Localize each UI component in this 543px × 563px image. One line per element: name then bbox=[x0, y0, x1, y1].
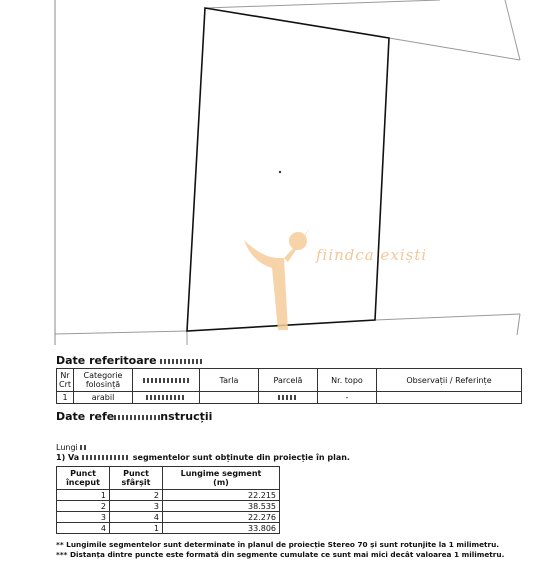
cell-length: 22.215 bbox=[163, 490, 280, 501]
table-row bbox=[57, 523, 280, 534]
neighbour-boundary-line bbox=[505, 0, 520, 60]
land-table bbox=[56, 368, 522, 404]
table-row bbox=[57, 392, 522, 404]
cell-length: 38.535 bbox=[163, 501, 280, 512]
segments-table-header bbox=[57, 467, 280, 490]
neighbour-boundary-line bbox=[389, 38, 520, 60]
cell-length: 22.276 bbox=[163, 512, 280, 523]
cell-start: 4 bbox=[57, 523, 110, 534]
table-row bbox=[57, 512, 280, 523]
lengths-subtitle-prefix: 1) Va bbox=[56, 453, 80, 462]
parcel-outline bbox=[187, 8, 389, 331]
col-tarla: Tarla bbox=[200, 369, 259, 392]
lengths-title-text: Lungi bbox=[56, 443, 78, 452]
constructions-section-title bbox=[56, 410, 212, 423]
col-category: Categorie folosință bbox=[74, 369, 133, 392]
cell-end: 1 bbox=[110, 523, 163, 534]
land-table-header bbox=[57, 369, 522, 392]
illegible-text bbox=[80, 445, 88, 450]
cell-end: 4 bbox=[110, 512, 163, 523]
col-end: Punct sfârșit bbox=[110, 467, 163, 490]
illegible-text bbox=[114, 415, 160, 420]
table-row bbox=[57, 490, 280, 501]
cell-category: arabil bbox=[74, 392, 133, 404]
col-parcela: Parcelă bbox=[259, 369, 318, 392]
cell-observatii bbox=[377, 392, 522, 404]
constructions-title-text: Date refe bbox=[56, 410, 115, 423]
neighbour-boundary-line bbox=[375, 314, 520, 320]
footnote-rounding: ** Lungimile segmentelor sunt determinate în planul de proiecție Stereo 70 și sunt rotunjite la 1 milimetru. bbox=[56, 540, 500, 549]
watermark-logo bbox=[244, 228, 310, 330]
land-section-title bbox=[56, 354, 202, 367]
illegible-text bbox=[82, 455, 130, 460]
col-start: Punct început bbox=[57, 467, 110, 490]
col-nr: Nr Crt bbox=[57, 369, 74, 392]
col-illegible bbox=[133, 369, 200, 392]
cell-illegible bbox=[133, 392, 200, 404]
cell-nr: 1 bbox=[57, 392, 74, 404]
land-section-title-text: Date referitoare bbox=[56, 354, 157, 367]
cell-start: 1 bbox=[57, 490, 110, 501]
col-observatii: Observații / Referințe bbox=[377, 369, 522, 392]
cell-start: 2 bbox=[57, 501, 110, 512]
col-nr-topo: Nr. topo bbox=[318, 369, 377, 392]
neighbour-boundary-line bbox=[55, 331, 187, 334]
lengths-section-title bbox=[56, 443, 88, 452]
cell-length: 33.806 bbox=[163, 523, 280, 534]
parcel-center-marker bbox=[279, 171, 281, 173]
watermark-text: fiindca exiști bbox=[316, 246, 428, 264]
table-row bbox=[57, 501, 280, 512]
cell-tarla bbox=[200, 392, 259, 404]
lengths-subtitle-text: segmentelor sunt obținute din proiecție în plan. bbox=[132, 453, 350, 462]
cell-parcela bbox=[259, 392, 318, 404]
constructions-title-tail: nstrucții bbox=[160, 410, 213, 423]
length-header-unit: (m) bbox=[213, 478, 229, 487]
neighbour-boundary-line bbox=[517, 314, 520, 335]
illegible-text bbox=[160, 359, 202, 364]
col-length bbox=[163, 467, 280, 490]
footnote-distance: *** Distanța dintre puncte este formată din segmente cumulate ce sunt mai mici decât valoarea 1 milimetru. bbox=[56, 550, 505, 559]
cell-end: 2 bbox=[110, 490, 163, 501]
cell-nr-topo: - bbox=[318, 392, 377, 404]
segments-table bbox=[56, 466, 280, 534]
neighbour-boundary-line bbox=[205, 0, 440, 8]
length-header-label: Lungime segment bbox=[180, 469, 262, 478]
lengths-subtitle bbox=[56, 453, 350, 462]
cell-start: 3 bbox=[57, 512, 110, 523]
cell-end: 3 bbox=[110, 501, 163, 512]
